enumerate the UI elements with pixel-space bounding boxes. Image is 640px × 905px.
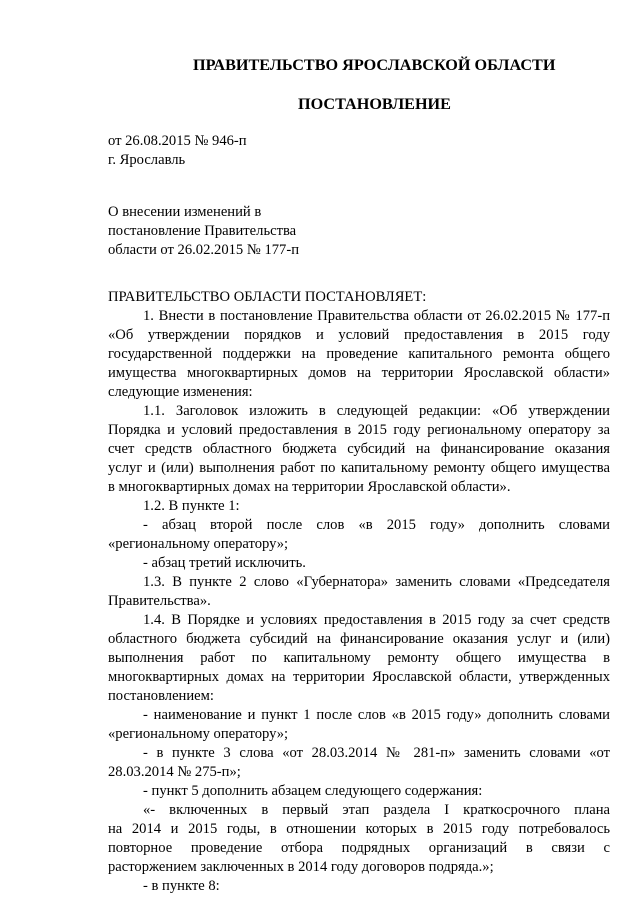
text-line: «- включенных в первый этап раздела I краткосрочного плана	[143, 802, 610, 818]
text-line: 1. Внести в постановление Правительства области от 26.02.2015 № 177-п	[143, 308, 610, 324]
text-line: «Об утверждении порядков и условий предоставления в 2015 году	[108, 327, 610, 343]
text-line: государственной поддержки на проведение капитального ремонта общего	[108, 346, 610, 362]
text-line: 28.03.2014 № 275-п»;	[108, 764, 241, 780]
text-line: в многоквартирных домах на территории Ярославской области».	[108, 479, 511, 495]
text-line: имущества многоквартирных домов на территории Ярославской области»	[108, 365, 610, 381]
document-type-title: ПОСТАНОВЛЕНИЕ	[298, 95, 451, 113]
text-line: 1.3. В пункте 2 слово «Губернатора» заменить словами «Председателя	[143, 574, 610, 590]
text-line: - в пункте 3 слова «от 28.03.2014 № 281-п» заменить словами «от	[143, 745, 610, 761]
government-title: ПРАВИТЕЛЬСТВО ЯРОСЛАВСКОЙ ОБЛАСТИ	[193, 56, 556, 74]
text-line: «региональному оператору»;	[108, 726, 289, 742]
text-line: многоквартирных домах на территории Ярославской области, утвержденных	[108, 669, 610, 685]
text-line: счет средств областного бюджета субсидий на финансирование оказания	[108, 441, 610, 457]
text-line: повторное проведение отбора подрядных организаций в связи с	[108, 840, 610, 856]
subject-line: О внесении изменений в	[108, 204, 262, 220]
text-line: следующие изменения:	[108, 384, 253, 400]
text-line: - абзац второй после слов «в 2015 году» дополнить словами	[143, 517, 610, 533]
text-line: - наименование и пункт 1 после слов «в 2015 году» дополнить словами	[143, 707, 610, 723]
text-line: - абзац третий исключить.	[143, 555, 306, 571]
text-line: - в пункте 8:	[143, 878, 220, 894]
text-line: постановлением:	[108, 688, 214, 704]
subject-line: области от 26.02.2015 № 177-п	[108, 242, 300, 258]
text-line: 1.4. В Порядке и условиях предоставления в 2015 году за счет средств	[143, 612, 610, 628]
text-line: на 2014 и 2015 годы, в отношении которых в 2015 году потребовалось	[108, 821, 610, 837]
text-line: Порядка и условий предоставления в 2015 году региональному оператору за	[108, 422, 610, 438]
text-line: областного бюджета субсидий на финансирование оказания услуг и (или)	[108, 631, 610, 647]
decree-preamble: ПРАВИТЕЛЬСТВО ОБЛАСТИ ПОСТАНОВЛЯЕТ:	[108, 289, 427, 305]
text-line: Правительства».	[108, 593, 211, 609]
text-line: 1.1. Заголовок изложить в следующей редакции: «Об утверждении	[143, 403, 610, 419]
city: г. Ярославль	[108, 152, 186, 168]
subject-line: постановление Правительства	[108, 223, 297, 239]
text-line: - пункт 5 дополнить абзацем следующего содержания:	[143, 783, 483, 799]
text-line: выполнения работ по капитальному ремонту общего имущества в	[108, 650, 610, 666]
text-line: расторжением заключенных в 2014 году договоров подряда.»;	[108, 859, 494, 875]
text-line: 1.2. В пункте 1:	[143, 498, 240, 514]
text-line: услуг и (или) выполнения работ по капитальному ремонту общего имущества	[108, 460, 610, 476]
text-line: «региональному оператору»;	[108, 536, 289, 552]
date-number: от 26.08.2015 № 946-п	[108, 133, 247, 149]
